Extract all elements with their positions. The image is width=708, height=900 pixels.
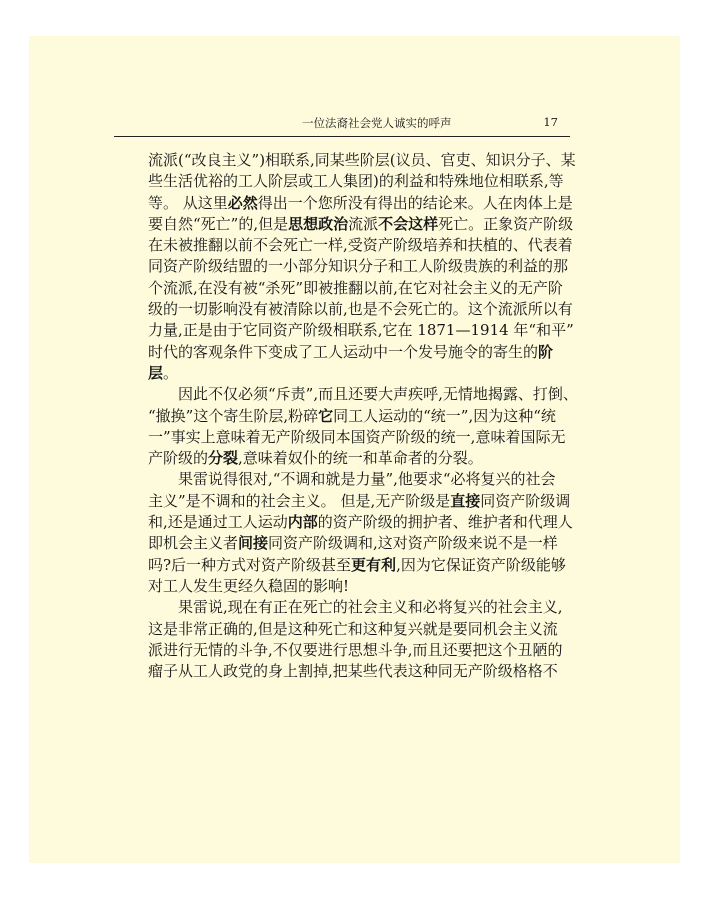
text-run: 即机会主义者 xyxy=(148,534,239,553)
text-run: 果雷说得很对,“不调和就是力量”,他要求“必将复兴的社会 xyxy=(178,470,556,489)
text-line xyxy=(148,576,580,597)
text-run: 要自然“死亡”的,但是 xyxy=(148,214,289,233)
text-line xyxy=(148,384,580,405)
emphasis-text: 层 xyxy=(148,363,164,382)
text-run: 产阶级的 xyxy=(148,449,209,468)
text-line xyxy=(148,342,580,363)
text-line xyxy=(148,193,580,214)
emphasis-text: 内部 xyxy=(287,513,318,532)
text-run: 流派 xyxy=(348,214,379,233)
text-run: 在未被推翻以前不会死亡一样,受资产阶级培养和扶植的、代表着 xyxy=(148,236,573,255)
running-title: 一位法裔社会党人诚实的呼声 xyxy=(302,116,452,130)
text-line xyxy=(148,171,580,192)
text-run: 瘤子从工人政党的身上割掉,把某些代表这种同无产阶级格格不 xyxy=(148,662,558,681)
text-line xyxy=(148,448,580,469)
emphasis-text: 分裂 xyxy=(208,449,239,468)
text-run: 的资产阶级的拥护者、维护者和代理人 xyxy=(317,513,573,532)
text-line xyxy=(148,533,580,554)
text-line xyxy=(148,597,580,618)
text-run: “撤换”这个寄生阶层,粉碎 xyxy=(148,406,319,425)
text-run: 些生活优裕的工人阶层或工人集团)的利益和特殊地位相联系,等 xyxy=(148,172,564,191)
emphasis-text: 思想政治 xyxy=(288,214,349,233)
text-line xyxy=(148,150,580,171)
emphasis-text: 直接 xyxy=(450,491,481,510)
emphasis-text: 它 xyxy=(318,406,334,425)
text-run: 同资产阶级结盟的一小部分知识分子和工人阶级贵族的利益的那 xyxy=(148,257,569,276)
text-run: 主义”是不调和的社会主义。 但是,无产阶级是 xyxy=(148,491,451,510)
text-line xyxy=(148,235,580,256)
text-run: 这是非常正确的,但是这种死亡和这种复兴就是要同机会主义流 xyxy=(148,619,558,638)
text-line xyxy=(148,278,580,299)
text-line xyxy=(148,469,580,490)
text-run: 。 xyxy=(163,363,179,382)
text-run: 等。 从这里 xyxy=(148,193,228,212)
text-run: 和,还是通过工人运动 xyxy=(148,513,288,532)
text-run: 因此不仅必须“斥责”,而且还要大声疾呼,无情地揭露、打倒、 xyxy=(178,385,578,404)
emphasis-text: 必然 xyxy=(227,193,258,212)
text-line xyxy=(148,555,580,576)
text-run: 死亡。正象资产阶级 xyxy=(438,214,574,233)
text-line xyxy=(148,491,580,512)
text-run: 果雷说,现在有正在死亡的社会主义和必将复兴的社会主义, xyxy=(178,598,563,617)
text-line xyxy=(148,427,580,448)
body-text xyxy=(148,150,580,682)
text-run: 同资产阶级调和,这对资产阶级来说不是一样 xyxy=(268,534,558,553)
text-run: 得出一个您所没有得出的结论来。人在肉体上是 xyxy=(257,193,573,212)
emphasis-text: 阶 xyxy=(538,342,554,361)
text-line xyxy=(148,512,580,533)
text-line xyxy=(148,299,580,320)
emphasis-text: 不会这样 xyxy=(378,214,439,233)
running-head xyxy=(114,112,570,132)
text-line xyxy=(148,640,580,661)
text-run: 时代的客观条件下变成了工人运动中一个发号施令的寄生的 xyxy=(148,342,539,361)
header-rule xyxy=(114,136,570,137)
text-line xyxy=(148,214,580,235)
text-run: 力量,正是由于它同资产阶级相联系,它在 1871—1914 年“和平” xyxy=(148,321,574,340)
text-run: 流派(“改良主义”)相联系,同某些阶层(议员、官吏、知识分子、某 xyxy=(148,151,576,169)
emphasis-text: 更有利 xyxy=(351,555,397,574)
text-run: 同工人运动的“统一”,因为这种“统 xyxy=(333,406,556,425)
text-line xyxy=(148,619,580,640)
page-number: 17 xyxy=(543,115,558,129)
emphasis-text: 间接 xyxy=(238,534,269,553)
text-line xyxy=(148,320,580,341)
text-line xyxy=(148,256,580,277)
text-line xyxy=(148,406,580,427)
text-run: 派进行无情的斗争,不仅要进行思想斗争,而且还要把这个丑陋的 xyxy=(148,640,563,659)
text-run: 个流派,在没有被“杀死”即被推翻以前,在它对社会主义的无产阶 xyxy=(148,278,563,297)
text-run: ,意味着奴仆的统一和革命者的分裂。 xyxy=(238,449,483,468)
text-run: 吗?后一种方式对资产阶级甚至 xyxy=(148,555,352,574)
text-run: 级的一切影响没有被清除以前,也是不会死亡的。这个流派所以有 xyxy=(148,300,573,319)
text-run: 一”事实上意味着无产阶级同本国资产阶级的统一,意味着国际无 xyxy=(148,427,566,446)
text-run: 对工人发生更经久稳固的影响! xyxy=(148,576,350,595)
text-run: 同资产阶级调 xyxy=(480,491,571,510)
text-line xyxy=(148,661,580,682)
text-line xyxy=(148,363,580,384)
text-run: ,因为它保证资产阶级能够 xyxy=(396,555,566,574)
